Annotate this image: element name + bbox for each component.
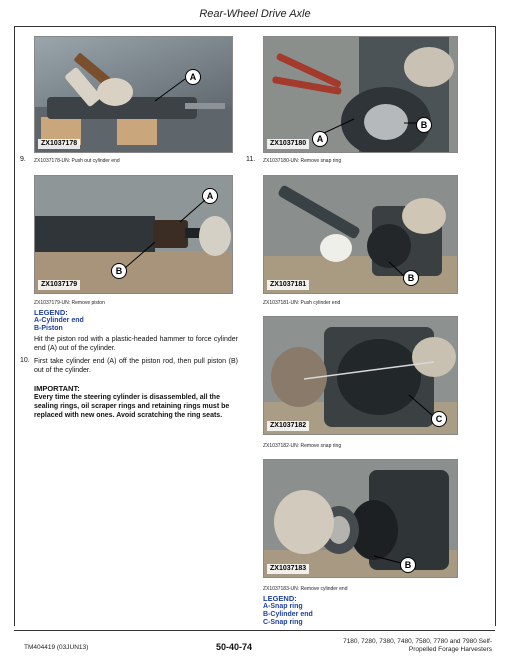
callout-c: C — [431, 411, 447, 427]
leader-lines — [35, 176, 232, 293]
caption-remove-piston: ZX1037179-UN: Remove piston — [34, 300, 105, 306]
photo-remove-piston — [34, 175, 233, 294]
legend-title: LEGEND: — [34, 308, 68, 317]
legend-title-2: LEGEND: — [263, 594, 297, 603]
legend-item-b: B-Piston — [34, 325, 63, 332]
photo-id: ZX1037178 — [38, 139, 80, 149]
legend-item-c: C-Snap ring — [263, 619, 303, 626]
footer-doc-id: TM404419 (03JUN13) — [24, 644, 89, 651]
photo-push-cylinder-end — [263, 175, 458, 294]
callout-b: B — [403, 270, 419, 286]
callout-a: A — [202, 188, 218, 204]
photo-id: ZX1037183 — [267, 564, 309, 574]
leader-line — [35, 37, 232, 152]
callout-b: B — [111, 263, 127, 279]
leader-line — [264, 317, 457, 434]
legend-list — [34, 317, 84, 333]
footer-product-line — [276, 638, 492, 654]
footer-page-number: 50-40-74 — [216, 642, 253, 652]
callout-b: B — [400, 557, 416, 573]
photo-id: ZX1037180 — [267, 139, 309, 149]
step-10-text: First take cylinder end (A) off the piston rod, then pull piston (B) out of the cylinder. — [34, 358, 238, 374]
legend-item-a: A-Snap ring — [263, 603, 303, 610]
step-number-11: 11. — [246, 156, 256, 163]
caption-remove-snap-ring: ZX1037180-UN: Remove snap ring — [263, 158, 342, 164]
left-border-rule — [14, 26, 15, 626]
callout-b: B — [416, 117, 432, 133]
footer-product-line-1: 7180, 7280, 7380, 7480, 7580, 7780 and 7980 Self- — [343, 638, 492, 645]
photo-id: ZX1037181 — [267, 280, 309, 290]
leader-line — [264, 176, 457, 293]
photo-remove-snap-ring-c — [263, 316, 458, 435]
header-rule — [14, 26, 495, 27]
photo-remove-cylinder-end — [263, 459, 458, 578]
photo-push-out-cylinder-end — [34, 36, 233, 153]
legend-item-a: A-Cylinder end — [34, 317, 84, 324]
caption-remove-snap-ring-2: ZX1037182-UN: Remove snap ring — [263, 443, 342, 449]
photo-id: ZX1037179 — [38, 280, 80, 290]
step-number-9: 9. — [20, 156, 26, 163]
right-border-rule — [495, 26, 496, 626]
page-header-title: Rear-Wheel Drive Axle — [199, 8, 311, 20]
leader-lines — [264, 37, 457, 152]
photo-id: ZX1037182 — [267, 421, 309, 431]
callout-a: A — [185, 69, 201, 85]
caption-push-cylinder-end: ZX1037181-UN: Push cylinder end — [263, 300, 341, 306]
caption-push-out-cylinder-end: ZX1037178-UN: Push out cylinder end — [34, 158, 120, 164]
step-number-10: 10. — [20, 357, 30, 364]
footer-product-line-2: Propelled Forage Harvesters — [408, 646, 492, 653]
important-text: Every time the steering cylinder is disassembled, all the sealing rings, oil scraper rings and retaining rings must be replaced with new ones. Avoid scratching the ring seats. — [34, 394, 230, 419]
photo-remove-snap-ring — [263, 36, 458, 153]
legend-list-2 — [263, 603, 313, 627]
legend-item-b: B-Cylinder end — [263, 611, 313, 618]
instruction-paragraph: Hit the piston rod with a plastic-headed hammer to force cylinder end (A) out of the cylinder. — [34, 336, 238, 352]
caption-remove-cylinder-end: ZX1037183-UN: Remove cylinder end — [263, 586, 348, 592]
leader-line — [264, 460, 457, 577]
important-title: IMPORTANT: — [34, 384, 80, 393]
callout-a: A — [312, 131, 328, 147]
footer-rule — [14, 630, 495, 631]
